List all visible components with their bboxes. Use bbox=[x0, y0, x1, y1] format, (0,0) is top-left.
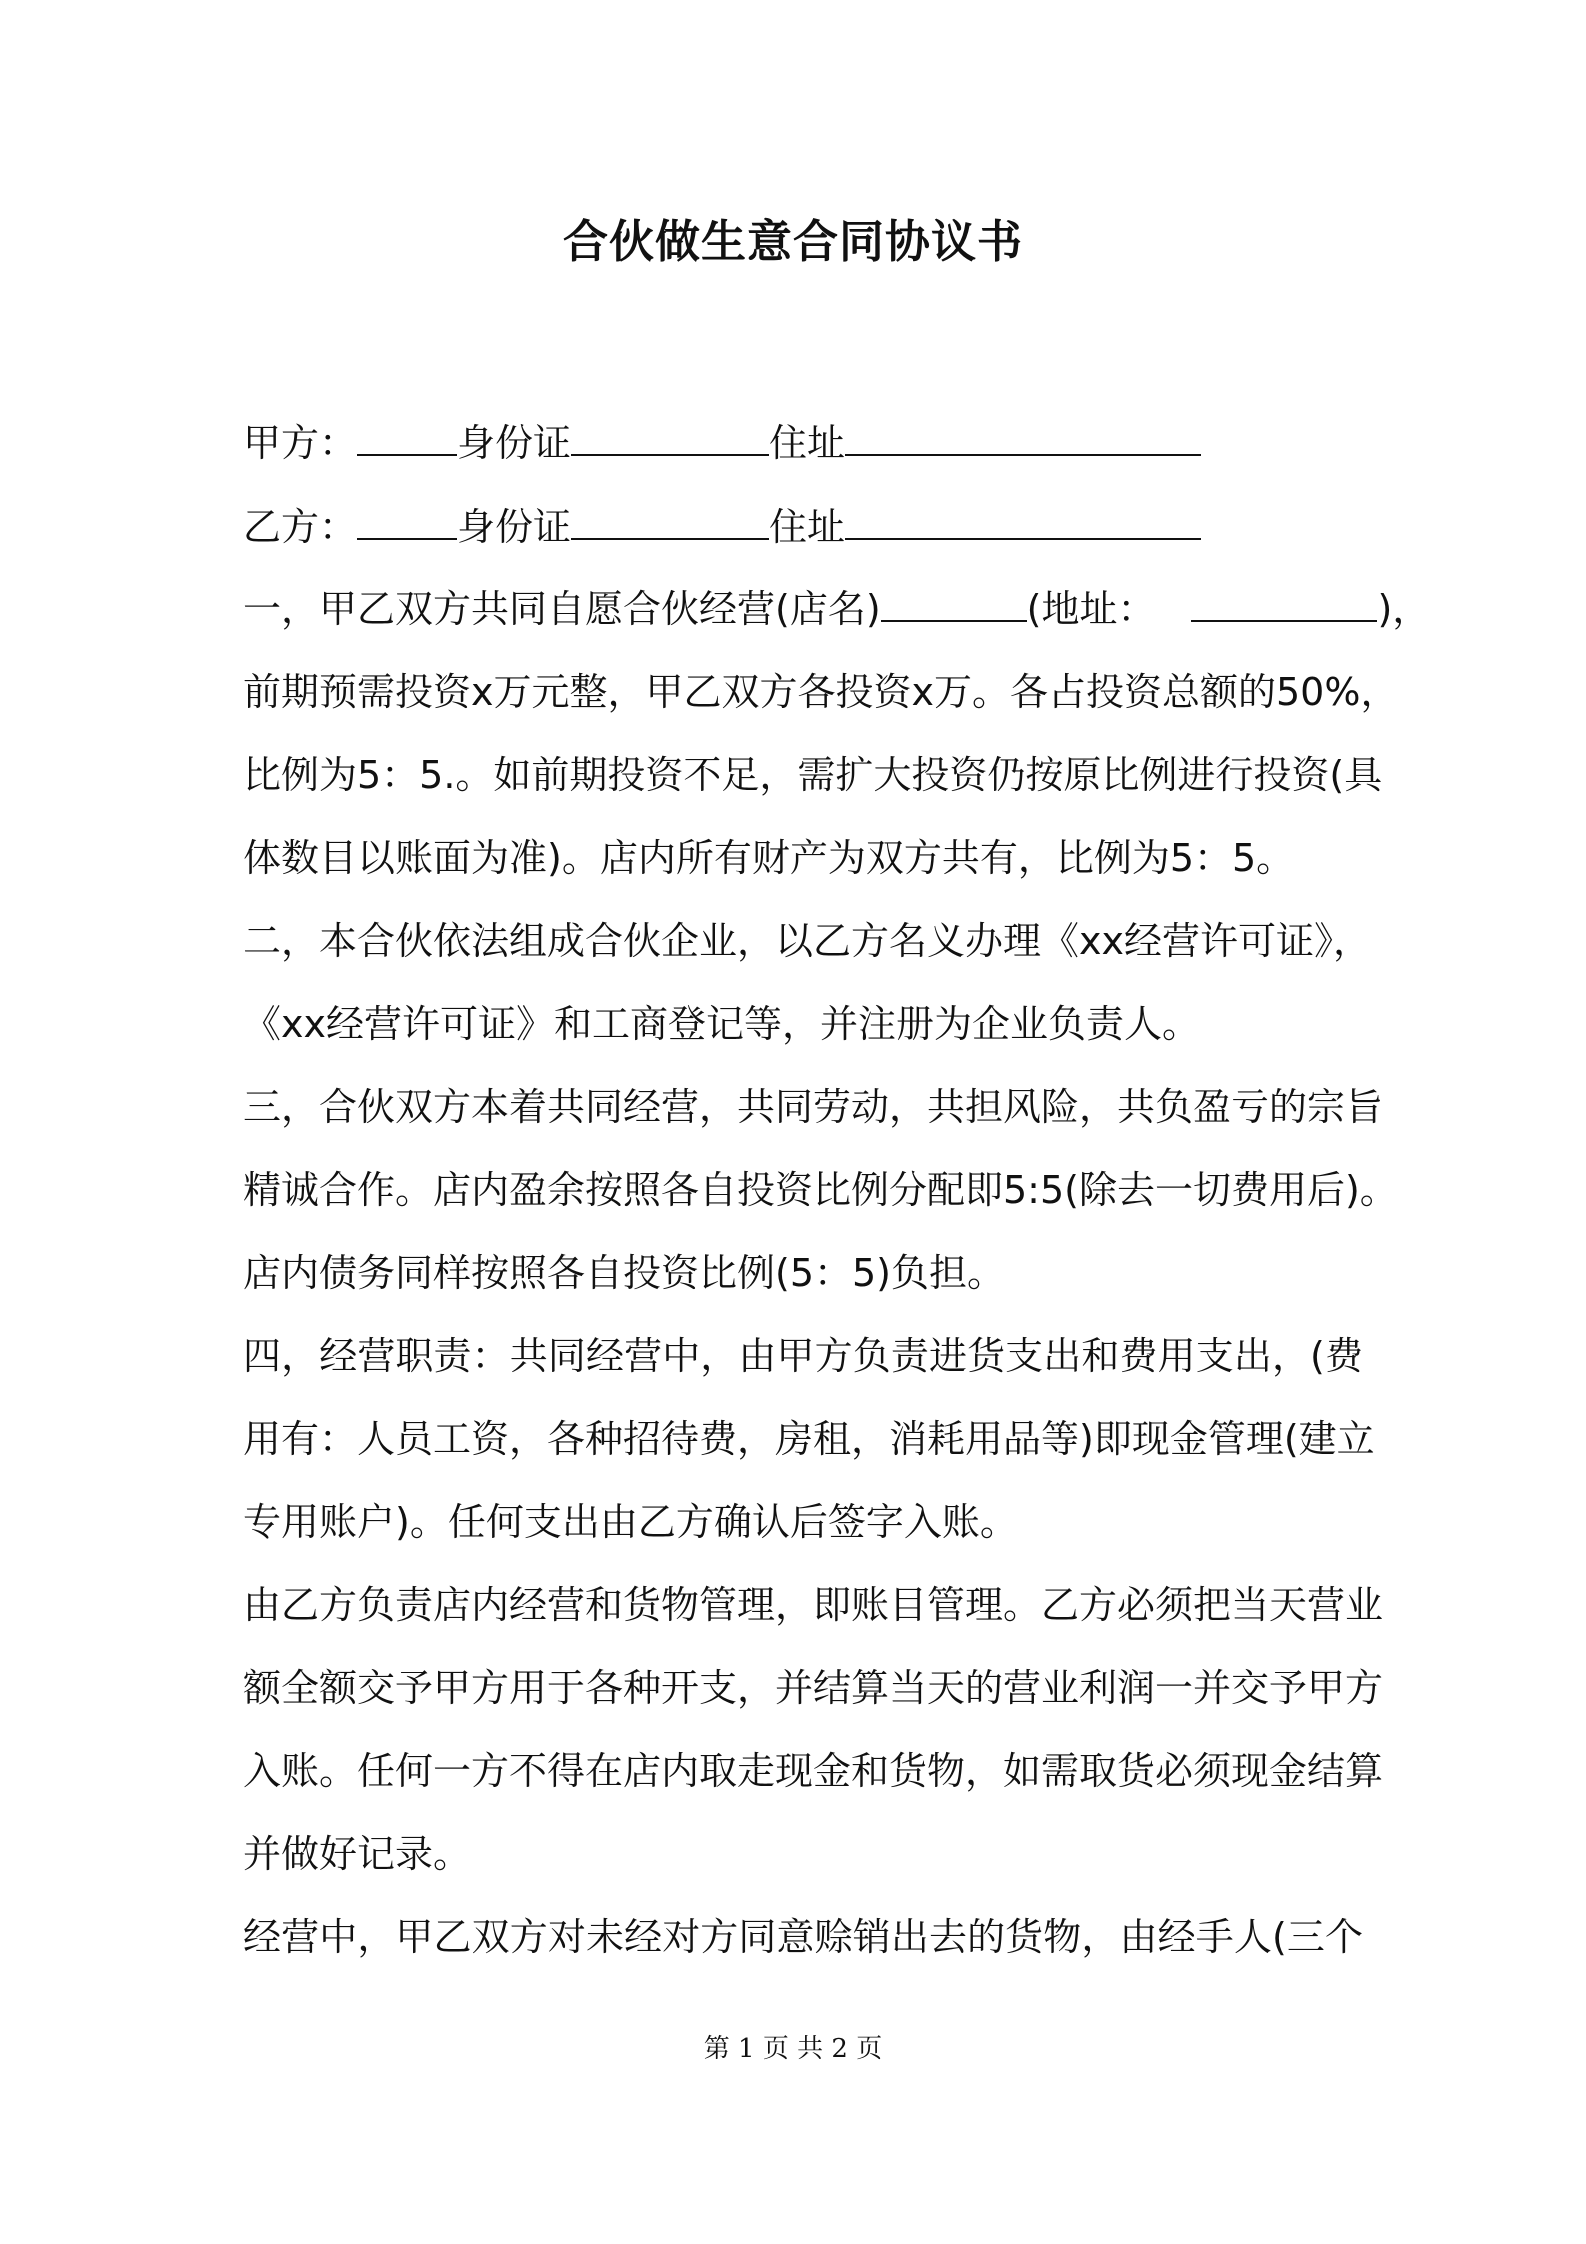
clause-1-line-1 bbox=[243, 584, 1431, 634]
party-a-line bbox=[243, 418, 1363, 468]
body-line: 前期预需投资x万元整，甲乙双方各投资x万。各占投资总额的50%， bbox=[243, 670, 1399, 714]
body-line: 三，合伙双方本着共同经营，共同劳动，共担风险，共负盈亏的宗旨 bbox=[243, 1085, 1384, 1129]
party-b-id-blank bbox=[571, 502, 769, 540]
party-a-address-label: 住址 bbox=[769, 421, 846, 465]
clause-1-suffix: )， bbox=[1377, 587, 1431, 631]
body-line: 入账。任何一方不得在店内取走现金和货物，如需取货必须现金结算 bbox=[243, 1749, 1384, 1793]
shop-name-blank bbox=[881, 584, 1027, 622]
body-line: 店内债务同样按照各自投资比例(5：5)负担。 bbox=[243, 1251, 1006, 1295]
document-title: 合伙做生意合同协议书 bbox=[562, 215, 1023, 268]
party-b-address-label: 住址 bbox=[769, 505, 846, 549]
body-line: 由乙方负责店内经营和货物管理，即账目管理。乙方必须把当天营业 bbox=[243, 1583, 1384, 1627]
body-line: 精诚合作。店内盈余按照各自投资比例分配即5:5(除去一切费用后)。 bbox=[243, 1168, 1398, 1212]
party-a-address-blank bbox=[845, 418, 1201, 456]
body-line: 额全额交予甲方用于各种开支，并结算当天的营业利润一并交予甲方 bbox=[243, 1666, 1384, 1710]
body-line: 用有：人员工资，各种招待费，房租，消耗用品等)即现金管理(建立 bbox=[243, 1417, 1375, 1461]
body-line: 专用账户)。任何支出由乙方确认后签字入账。 bbox=[243, 1500, 1018, 1544]
body-line: 比例为5：5.。如前期投资不足，需扩大投资仍按原比例进行投资(具 bbox=[243, 753, 1383, 797]
party-b-label: 乙方： bbox=[243, 505, 358, 549]
body-line: 四，经营职责：共同经营中，由甲方负责进货支出和费用支出，(费 bbox=[243, 1334, 1363, 1378]
party-b-name-blank bbox=[357, 502, 457, 540]
party-b-address-blank bbox=[845, 502, 1201, 540]
page-indicator: 第 1 页 共 2 页 bbox=[703, 2034, 883, 2064]
party-a-name-blank bbox=[357, 418, 457, 456]
party-b-id-label: 身份证 bbox=[457, 505, 572, 549]
body-line: 并做好记录。 bbox=[243, 1832, 472, 1876]
shop-address-blank bbox=[1191, 584, 1377, 622]
clause-1-address-label: (地址： bbox=[1026, 587, 1156, 631]
body-line: 二，本合伙依法组成合伙企业，以乙方名义办理《xx经营许可证》， bbox=[243, 919, 1371, 963]
party-a-id-blank bbox=[571, 418, 769, 456]
party-b-line bbox=[243, 502, 1363, 552]
body-line: 体数目以账面为准)。店内所有财产为双方共有，比例为5：5。 bbox=[243, 836, 1295, 880]
body-line: 《xx经营许可证》和工商登记等，并注册为企业负责人。 bbox=[243, 1002, 1200, 1046]
party-a-id-label: 身份证 bbox=[457, 421, 572, 465]
body-line: 经营中，甲乙双方对未经对方同意赊销出去的货物，由经手人(三个 bbox=[243, 1915, 1363, 1959]
clause-1-prefix: 一，甲乙双方共同自愿合伙经营(店名) bbox=[243, 587, 881, 631]
party-a-label: 甲方： bbox=[243, 421, 358, 465]
